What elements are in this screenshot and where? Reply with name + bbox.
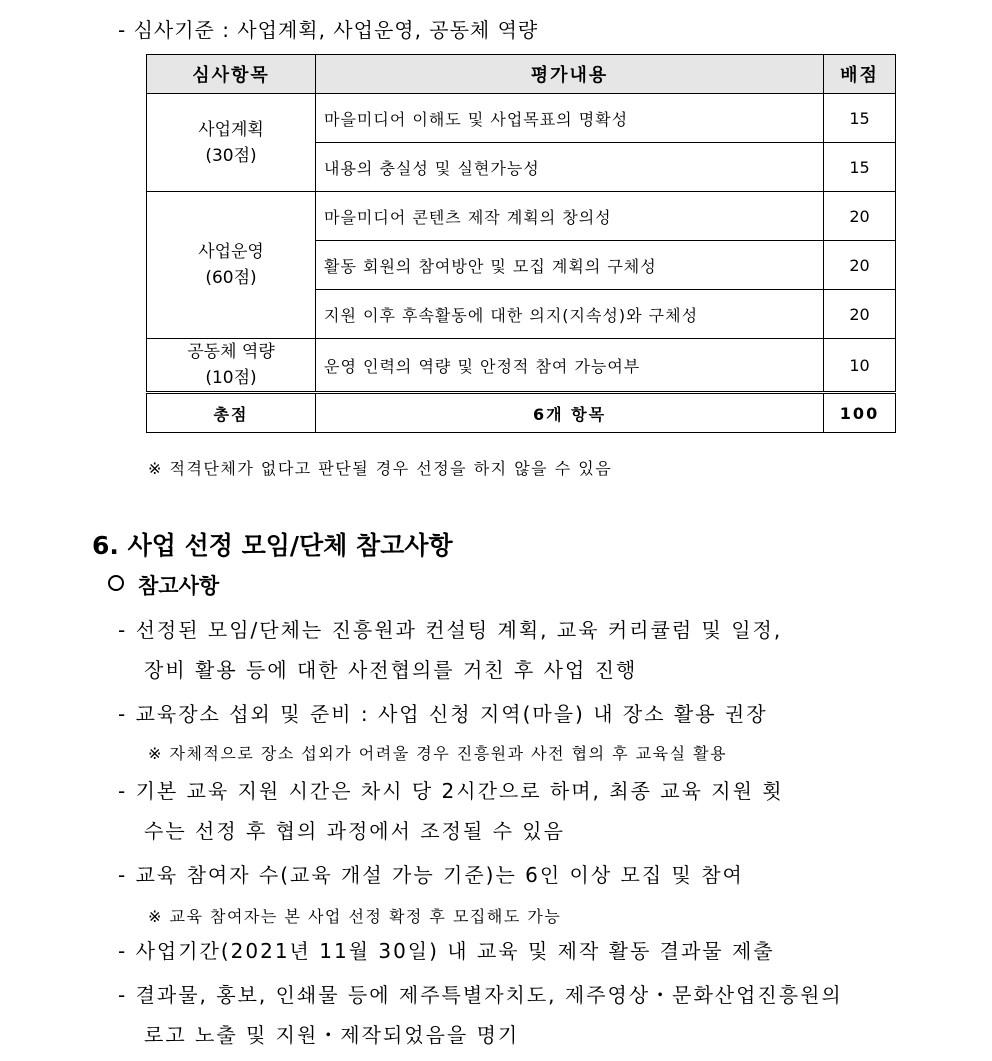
total-row xyxy=(147,393,896,433)
item-line: - 사업기간(2021년 11월 30일) 내 교육 및 제작 활동 결과물 제출 xyxy=(118,939,775,963)
item-note: ※ 자체적으로 장소 섭외가 어려울 경우 진흥원과 사전 협의 후 교육실 활용 xyxy=(148,744,728,763)
list-item xyxy=(118,975,843,1055)
category-points: (30점) xyxy=(205,145,257,166)
list-item xyxy=(118,771,784,851)
item-line: - 기본 교육 지원 시간은 차시 당 2시간으로 하며, 최종 교육 지원 횟 xyxy=(118,779,784,803)
list-item xyxy=(118,610,782,690)
item-line: - 결과물, 홍보, 인쇄물 등에 제주특별자치도, 제주영상・문화산업진흥원의 xyxy=(118,983,843,1007)
table-row xyxy=(147,94,896,143)
criterion-score: 10 xyxy=(824,339,896,393)
table-row xyxy=(147,192,896,241)
subsection-title: 참고사항 xyxy=(138,574,220,598)
circle-bullet-icon xyxy=(108,575,124,591)
criterion-desc: 마을미디어 이해도 및 사업목표의 명확성 xyxy=(316,94,824,143)
total-score: 100 xyxy=(824,393,896,433)
criterion-score: 20 xyxy=(824,290,896,339)
header-score: 배점 xyxy=(824,55,896,94)
list-item xyxy=(118,931,775,971)
item-line: - 교육장소 섭외 및 준비 : 사업 신청 지역(마을) 내 장소 활용 권장 xyxy=(118,702,768,726)
category-cell xyxy=(147,94,316,192)
evaluation-table xyxy=(146,54,896,433)
table-header-row xyxy=(147,55,896,94)
category-cell xyxy=(147,192,316,339)
item-line: 로고 노출 및 지원・제작되었음을 명기 xyxy=(144,1023,520,1047)
criterion-score: 15 xyxy=(824,143,896,192)
subsection-heading xyxy=(108,570,219,600)
item-line: 장비 활용 등에 대한 사전협의를 거친 후 사업 진행 xyxy=(144,658,638,682)
item-line: 수는 선정 후 협의 과정에서 조정될 수 있음 xyxy=(144,819,565,843)
criterion-desc: 지원 이후 후속활동에 대한 의지(지속성)와 구체성 xyxy=(316,290,824,339)
item-line: - 교육 참여자 수(교육 개설 가능 기준)는 6인 이상 모집 및 참여 xyxy=(118,863,744,887)
item-note: ※ 교육 참여자는 본 사업 선정 확정 후 모집해도 가능 xyxy=(148,907,562,926)
section-title: 6. 사업 선정 모임/단체 참고사항 xyxy=(92,531,453,560)
criterion-score: 20 xyxy=(824,192,896,241)
category-cell xyxy=(147,339,316,393)
category-points: (60점) xyxy=(205,268,257,288)
criterion-score: 15 xyxy=(824,94,896,143)
header-content: 평가내용 xyxy=(316,55,824,94)
category-points: (10점) xyxy=(205,368,257,388)
list-item xyxy=(118,694,768,734)
table-row xyxy=(147,339,896,393)
header-category: 심사항목 xyxy=(147,55,316,94)
criterion-desc: 마을미디어 콘텐츠 제작 계획의 창의성 xyxy=(316,192,824,241)
criterion-desc: 내용의 충실성 및 실현가능성 xyxy=(316,143,824,192)
category-label: 사업운영 xyxy=(198,242,264,262)
criterion-desc: 활동 회원의 참여방안 및 모집 계획의 구체성 xyxy=(316,241,824,290)
list-item xyxy=(118,855,744,895)
criterion-score: 20 xyxy=(824,241,896,290)
ineligible-note: ※ 적격단체가 없다고 판단될 경우 선정을 하지 않을 수 있음 xyxy=(148,459,613,478)
item-line: - 선정된 모임/단체는 진흥원과 컨설팅 계획, 교육 커리큘럼 및 일정, xyxy=(118,618,783,642)
total-desc: 6개 항목 xyxy=(316,393,824,433)
criterion-desc: 운영 인력의 역량 및 안정적 참여 가능여부 xyxy=(316,339,824,393)
category-label: 공동체 역량 xyxy=(187,342,275,362)
category-label: 사업계획 xyxy=(198,119,264,140)
criteria-line: - 심사기준 : 사업계획, 사업운영, 공동체 역량 xyxy=(118,18,539,42)
total-label: 총점 xyxy=(147,393,316,433)
